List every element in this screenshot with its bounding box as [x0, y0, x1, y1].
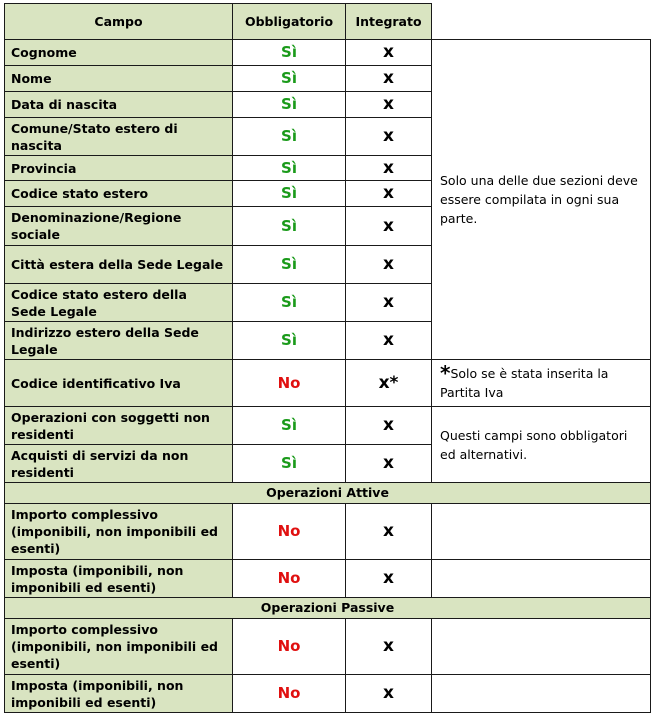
campo-cell: Data di nascita [5, 92, 233, 118]
integrato-cell: x [346, 181, 432, 207]
table-row [5, 360, 651, 407]
campo-cell: Codice identificativo Iva [5, 360, 233, 407]
campo-cell: Nome [5, 66, 233, 92]
obbligatorio-cell: Sì [233, 284, 346, 322]
fields-table [4, 3, 651, 713]
note-cell-empty [432, 675, 651, 713]
campo-cell: Provincia [5, 156, 233, 181]
table-row [5, 504, 651, 560]
obbligatorio-cell: No [233, 675, 346, 713]
campo-cell: Cognome [5, 40, 233, 66]
integrato-cell: x [346, 504, 432, 560]
integrato-cell: x [346, 619, 432, 675]
table-row [5, 675, 651, 713]
campo-cell: Indirizzo estero della Sede Legale [5, 322, 233, 360]
campo-cell: Importo complessivo (imponibili, non imponibili ed esenti) [5, 504, 233, 560]
header-note-blank [432, 4, 651, 40]
integrato-cell: x [346, 66, 432, 92]
campo-cell: Denominazione/Regione sociale [5, 207, 233, 246]
obbligatorio-cell: Sì [233, 92, 346, 118]
section-row [5, 483, 651, 504]
section-title-attive: Operazioni Attive [5, 483, 651, 504]
obbligatorio-cell: No [233, 560, 346, 598]
obbligatorio-cell: Sì [233, 156, 346, 181]
header-row [5, 4, 651, 40]
integrato-cell: x [346, 92, 432, 118]
campo-cell: Città estera della Sede Legale [5, 246, 233, 284]
section-row [5, 598, 651, 619]
table-row [5, 619, 651, 675]
obbligatorio-cell: Sì [233, 322, 346, 360]
obbligatorio-cell: Sì [233, 407, 346, 445]
campo-cell: Importo complessivo (imponibili, non imponibili ed esenti) [5, 619, 233, 675]
note-cell: Solo una delle due sezioni deve essere compilata in ogni sua parte. [432, 40, 651, 360]
header-obbligatorio: Obbligatorio [233, 4, 346, 40]
obbligatorio-cell: Sì [233, 66, 346, 92]
note-cell-empty [432, 619, 651, 675]
header-integrato: Integrato [346, 4, 432, 40]
integrato-cell: x [346, 40, 432, 66]
obbligatorio-cell: No [233, 360, 346, 407]
integrato-cell: x [346, 246, 432, 284]
integrato-cell: x [346, 284, 432, 322]
integrato-cell: x [346, 207, 432, 246]
obbligatorio-cell: No [233, 619, 346, 675]
campo-cell: Imposta (imponibili, non imponibili ed esenti) [5, 675, 233, 713]
integrato-cell: x [346, 445, 432, 483]
header-campo: Campo [5, 4, 233, 40]
table-row [5, 407, 651, 445]
obbligatorio-cell: Sì [233, 445, 346, 483]
integrato-cell: x [346, 560, 432, 598]
campo-cell: Imposta (imponibili, non imponibili ed esenti) [5, 560, 233, 598]
note-cell-iva [432, 360, 651, 407]
obbligatorio-cell: Sì [233, 40, 346, 66]
note-cell-empty [432, 504, 651, 560]
integrato-cell: x [346, 407, 432, 445]
integrato-cell: x [346, 156, 432, 181]
integrato-cell: x [346, 675, 432, 713]
campo-cell: Codice stato estero della Sede Legale [5, 284, 233, 322]
integrato-cell: x [346, 118, 432, 156]
section-title-passive: Operazioni Passive [5, 598, 651, 619]
obbligatorio-cell: Sì [233, 118, 346, 156]
campo-cell: Comune/Stato estero di nascita [5, 118, 233, 156]
campo-cell: Operazioni con soggetti non residenti [5, 407, 233, 445]
table-row [5, 40, 651, 66]
note-iva-text: Solo se è stata inserita la Partita Iva [440, 366, 609, 400]
obbligatorio-cell: Sì [233, 246, 346, 284]
obbligatorio-cell: No [233, 504, 346, 560]
campo-cell: Codice stato estero [5, 181, 233, 207]
obbligatorio-cell: Sì [233, 207, 346, 246]
table-row [5, 560, 651, 598]
note-cell: Questi campi sono obbligatori ed alternativi. [432, 407, 651, 483]
note-cell-empty [432, 560, 651, 598]
integrato-cell: x [346, 322, 432, 360]
asterisk-mark: * [440, 361, 451, 385]
campo-cell: Acquisti di servizi da non residenti [5, 445, 233, 483]
integrato-cell: x* [346, 360, 432, 407]
obbligatorio-cell: Sì [233, 181, 346, 207]
